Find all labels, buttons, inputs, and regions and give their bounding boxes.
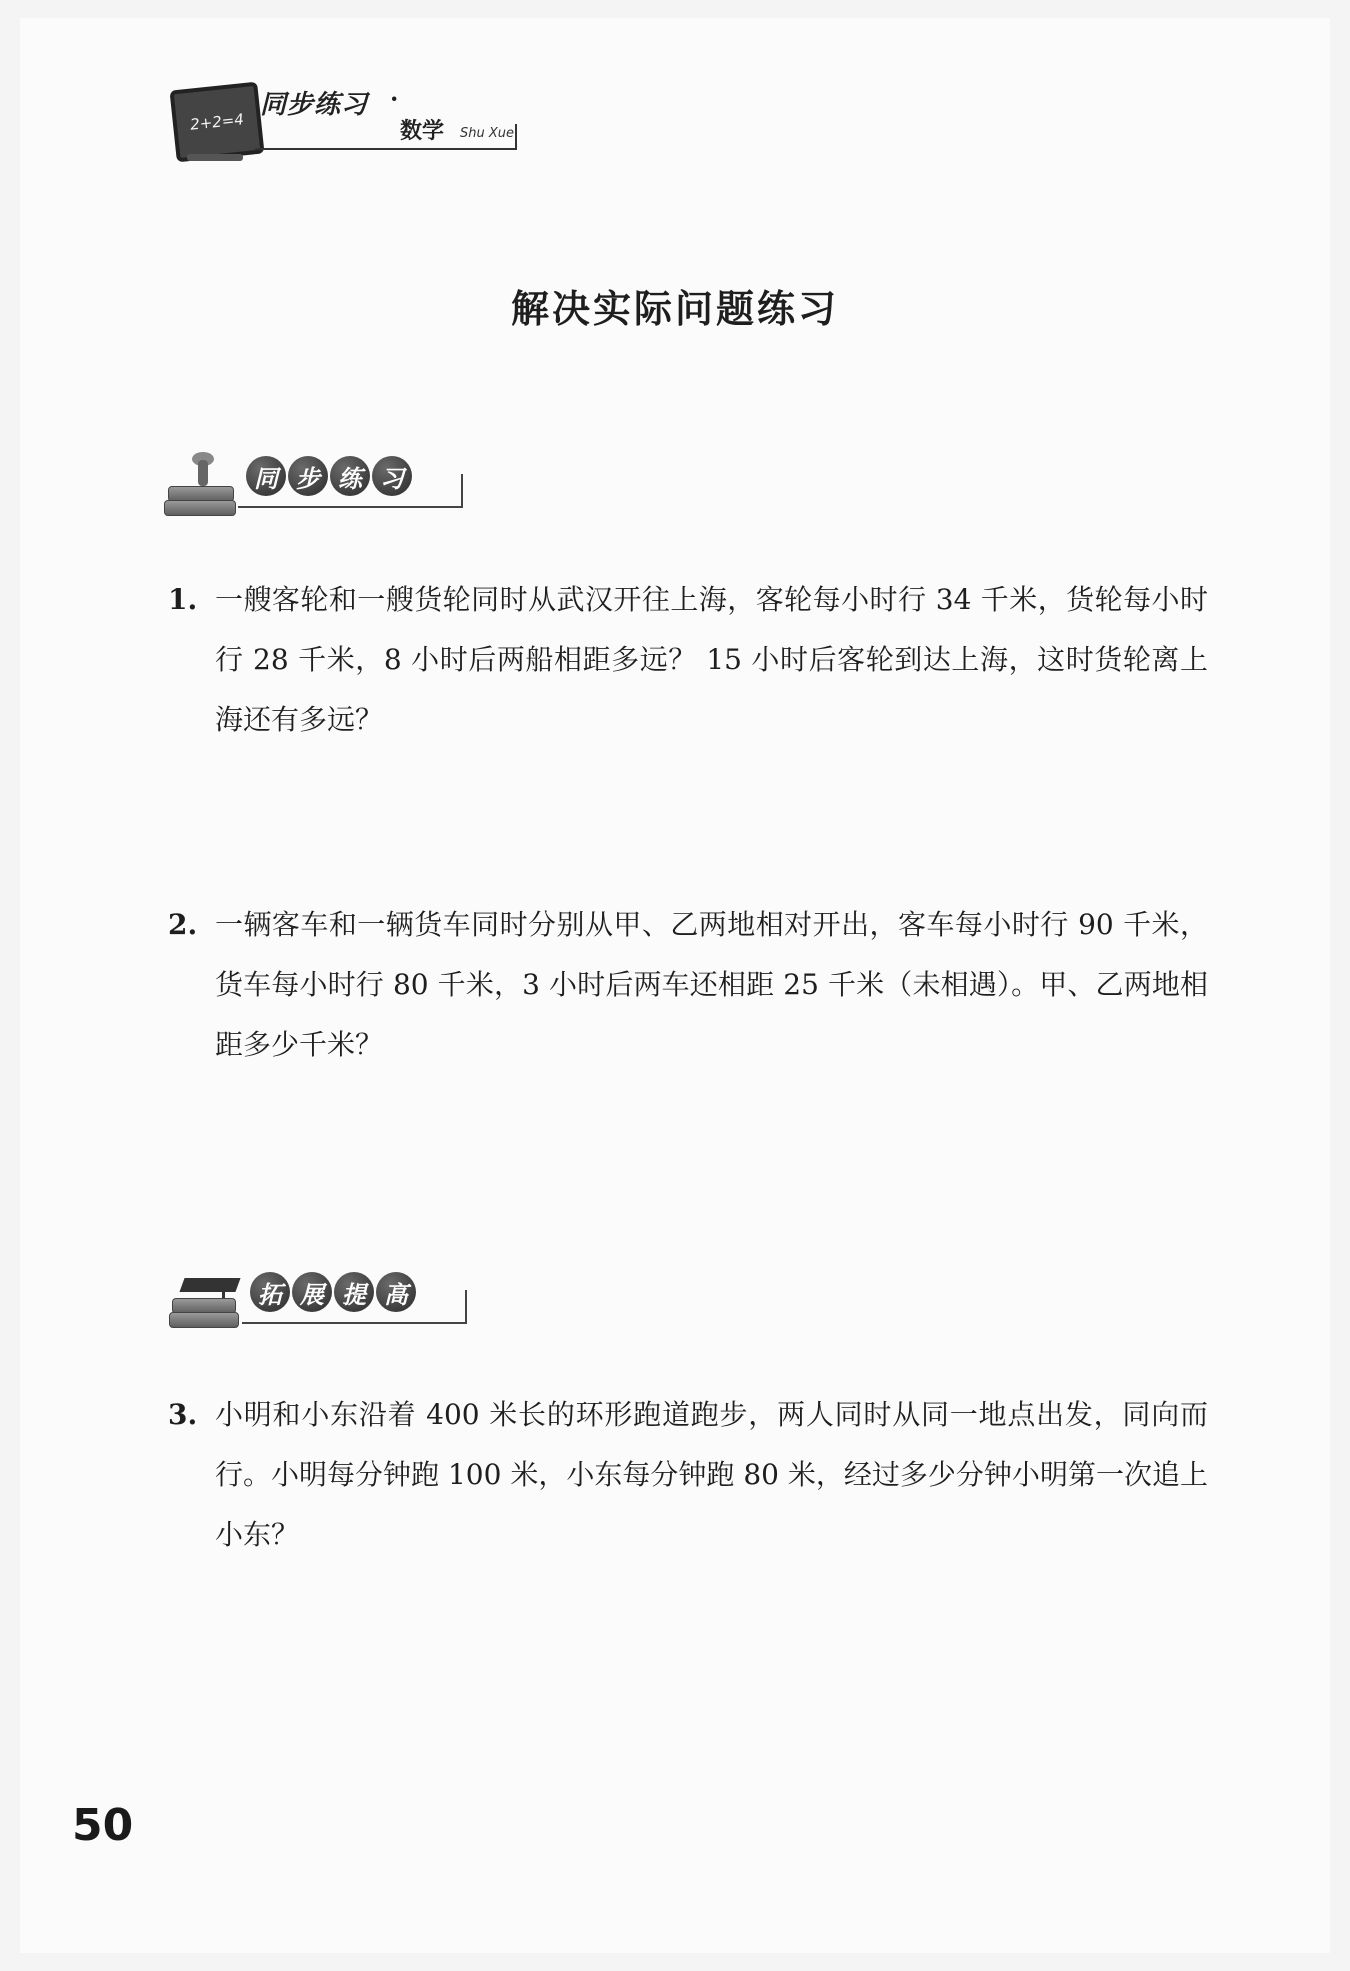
section-title bbox=[250, 1272, 416, 1312]
series-name: 同步练习 bbox=[260, 90, 369, 120]
question-text: 小明和小东沿着 400 米长的环形跑道跑步，两人同时从同一地点出发，同向而行。小明每分钟跑 100 米，小东每分钟跑 80 米，经过多少分钟小明第一次追上小东？ bbox=[215, 1398, 1208, 1551]
book-header bbox=[165, 78, 535, 168]
section-char: 练 bbox=[330, 456, 370, 496]
question-3 bbox=[168, 1385, 1208, 1565]
section-char: 展 bbox=[292, 1272, 332, 1312]
section-char: 拓 bbox=[250, 1272, 290, 1312]
question-text: 一艘客轮和一艘货轮同时从武汉开往上海，客轮每小时行 34 千米，货轮每小时行 28 千米，8 小时后两船相距多远？ 15 小时后客轮到达上海，这时货轮离上海还有多远？ bbox=[215, 583, 1208, 736]
question-number: 2. bbox=[168, 908, 198, 941]
chalkboard-text: 2+2=4 bbox=[189, 110, 245, 134]
page-title: 解决实际问题练习 bbox=[510, 286, 839, 331]
section-char: 习 bbox=[372, 456, 412, 496]
header-underline bbox=[255, 148, 517, 150]
section-char: 高 bbox=[376, 1272, 416, 1312]
page-number: 50 bbox=[72, 1800, 134, 1851]
section-underline-end bbox=[465, 1290, 467, 1324]
question-text: 一辆客车和一辆货车同时分别从甲、乙两地相对开出，客车每小时行 90 千米，货车每小时行 80 千米，3 小时后两车还相距 25 千米（未相遇）。甲、乙两地相距多少千米？ bbox=[215, 908, 1208, 1061]
section-title bbox=[246, 456, 412, 496]
section-char: 步 bbox=[288, 456, 328, 496]
question-number: 3. bbox=[168, 1398, 198, 1431]
question-2 bbox=[168, 895, 1208, 1075]
section-char: 同 bbox=[246, 456, 286, 496]
chalkboard-stand bbox=[187, 154, 243, 161]
books-lamp-icon bbox=[168, 460, 238, 516]
question-number: 1. bbox=[168, 583, 198, 616]
graduation-cap-books-icon bbox=[172, 1276, 242, 1332]
subject-pinyin: Shu Xue bbox=[460, 126, 515, 141]
chalkboard-icon bbox=[169, 82, 264, 163]
section-underline-end bbox=[461, 474, 463, 508]
header-separator: · bbox=[390, 84, 399, 113]
section-underline bbox=[238, 506, 463, 508]
section-underline bbox=[242, 1322, 467, 1324]
header-underline-end bbox=[515, 124, 517, 150]
question-1 bbox=[168, 570, 1208, 750]
section-banner-extension bbox=[172, 1252, 472, 1342]
section-char: 提 bbox=[334, 1272, 374, 1312]
subject-name: 数学 bbox=[400, 119, 445, 144]
section-banner-sync-practice bbox=[168, 436, 468, 526]
